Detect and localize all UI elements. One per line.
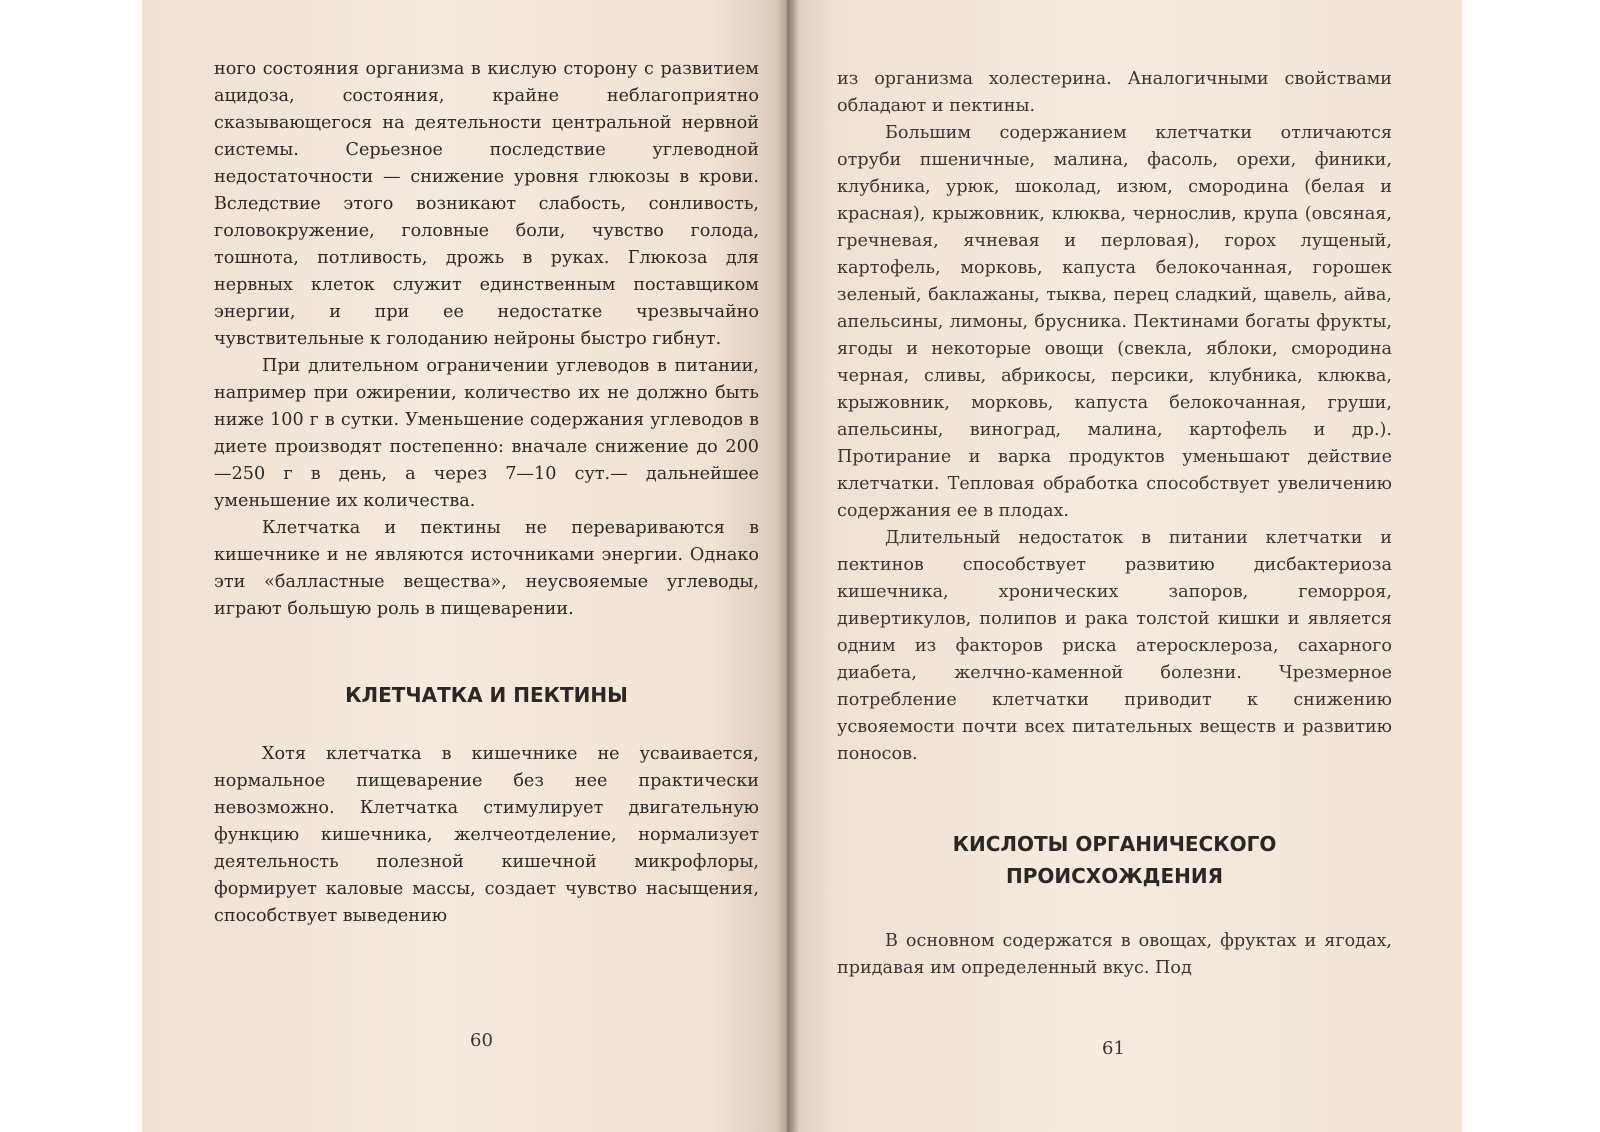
book-spread	[142, 0, 1462, 1132]
left-paragraph-3: Клетчатка и пектины не перевариваются в кишечнике и не являются источниками энергии. Однако эти «балластные вещества», неусвояемые углеводы, играют большую роль в пищеварении.	[214, 518, 759, 619]
right-paragraph-3: Длительный недостаток в питании клетчатки и пектинов способствует развитию дисбактериоза кишечника, хронических запоров, геморроя, дивертикулов, полипов и рака толстой кишки и является одним из факторов риска атеросклероза, сахарного диабета, желчно-каменной болезни. Чрезмерное потребление клетчатки приводит к снижению усвояемости почти всех питательных веществ и развитию поносов.	[837, 528, 1392, 764]
left-section-paragraph: Хотя клетчатка в кишечнике не усваивается, нормальное пищеварение без нее практически невозможно. Клетчатка стимулирует двигательную функцию кишечника, желчеотделение, нормализует деятельность полезной кишечной микрофлоры, формирует каловые массы, создает чувство насыщения, способствует выведению	[214, 744, 759, 926]
right-paragraph-1: из организма холестерина. Аналогичными свойствами обладают и пектины.	[837, 69, 1392, 116]
page-number-right: 61	[1102, 1038, 1125, 1059]
page-number-left: 60	[470, 1030, 493, 1051]
book-gutter	[775, 0, 799, 1132]
right-section-paragraph: В основном содержатся в овощах, фруктах и ягодах, придавая им определенный вкус. Под	[837, 931, 1392, 978]
right-page	[787, 0, 1462, 1132]
section-heading-organic-acids	[837, 828, 1392, 892]
right-paragraph-2: Большим содержанием клетчатки отличаются отруби пшеничные, малина, фасоль, орехи, финики, клубника, урюк, шоколад, изюм, смородина (белая и красная), крыжовник, клюква, чернослив, крупа (овсяная, гречневая, ячневая и перловая), горох лущеный, картофель, морковь, капуста белокочанная, горошек зеленый, баклажаны, тыква, перец сладкий, щавель, айва, апельсины, лимоны, брусника. Пектинами богаты фрукты, ягоды и некоторые овощи (свекла, яблоки, смородина черная, сливы, абрикосы, персики, клубника, клюква, крыжовник, морковь, капуста белокочанная, груши, апельсины, виноград, малина, картофель и др.). Протирание и варка продуктов уменьшают действие клетчатки. Тепловая обработка способствует увеличению содержания ее в плодах.	[837, 123, 1392, 521]
heading-line-2: ПРОИСХОЖДЕНИЯ	[1005, 864, 1224, 888]
left-page	[142, 0, 787, 1132]
heading-line-1: КИСЛОТЫ ОРГАНИЧЕСКОГО	[952, 832, 1277, 856]
left-paragraph-1: ного состояния организма в кислую сторону с развитием ацидоза, состояния, крайне неблагоприятно сказывающегося на деятельности центральной нервной системы. Серьезное последствие углеводной недостаточности — снижение уровня глюкозы в крови. Вследствие этого возникают слабость, сонливость, головокружение, головные боли, чувство голода, тошнота, потливость, дрожь в руках. Глюкоза для нервных клеток служит единственным поставщиком энергии, и при ее недостатке чрезвычайно чувствительные к голоданию нейроны быстро гибнут.	[214, 59, 759, 349]
left-paragraph-2: При длительном ограничении углеводов в питании, например при ожирении, количество их не должно быть ниже 100 г в сутки. Уменьшение содержания углеводов в диете производят постепенно: вначале снижение до 200—250 г в день, а через 7—10 сут.— дальнейшее уменьшение их количества.	[214, 356, 759, 511]
section-heading-fiber: КЛЕТЧАТКА И ПЕКТИНЫ	[345, 683, 628, 707]
